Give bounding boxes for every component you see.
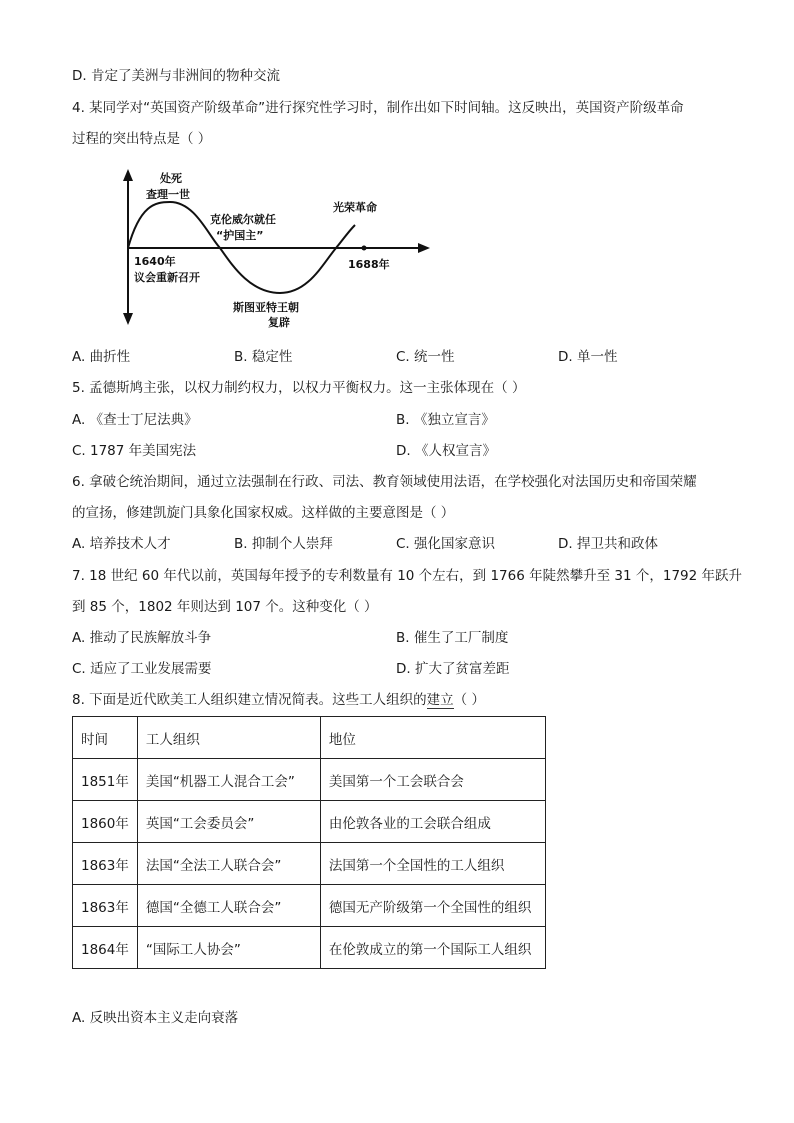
cell-time: 1851年 xyxy=(73,759,138,801)
marker-1688 xyxy=(362,246,367,251)
q4-option-a[interactable]: A. 曲折性 xyxy=(72,349,131,365)
label-execute-2: 查理一世 xyxy=(146,188,190,201)
q7-option-d[interactable]: D. 扩大了贫富差距 xyxy=(396,661,510,677)
cell-organization: 英国“工会委员会” xyxy=(137,801,320,843)
label-1640-event: 议会重新召开 xyxy=(134,271,200,284)
q6-option-b[interactable]: B. 抑制个人崇拜 xyxy=(234,536,333,552)
cell-status: 在伦敦成立的第一个国际工人组织 xyxy=(320,927,545,969)
q4-option-d[interactable]: D. 单一性 xyxy=(558,349,618,365)
label-execute-1: 处死 xyxy=(160,172,182,185)
label-glorious-revolution: 光荣革命 xyxy=(333,201,377,214)
q7-stem-line2: 到 85 个，1802 年则达到 107 个。这种变化（ ） xyxy=(72,599,378,615)
table-row xyxy=(73,801,546,843)
axis-arrow-right xyxy=(418,243,430,253)
table-row xyxy=(73,927,546,969)
q7-option-b[interactable]: B. 催生了工厂制度 xyxy=(396,630,509,646)
label-restoration-2: 复辟 xyxy=(268,316,290,329)
q6-option-d[interactable]: D. 捍卫共和政体 xyxy=(558,536,658,552)
cell-status: 德国无产阶级第一个全国性的组织 xyxy=(320,885,545,927)
cell-time: 1863年 xyxy=(73,885,138,927)
cell-time: 1864年 xyxy=(73,927,138,969)
cell-time: 1860年 xyxy=(73,801,138,843)
q6-option-c[interactable]: C. 强化国家意识 xyxy=(396,536,496,552)
cell-status: 法国第一个全国性的工人组织 xyxy=(320,843,545,885)
header-time: 时间 xyxy=(73,717,138,759)
q8-stem-underlined: 建立 xyxy=(426,692,454,708)
worker-organizations-table xyxy=(72,716,546,969)
q5-option-a[interactable]: A. 《查士丁尼法典》 xyxy=(72,412,198,428)
timeline-figure xyxy=(60,165,440,330)
table-row xyxy=(73,885,546,927)
q8-stem-suffix: （ ） xyxy=(453,692,485,708)
label-cromwell-2: “护国主” xyxy=(216,229,264,242)
q5-option-c[interactable]: C. 1787 年美国宪法 xyxy=(72,443,197,459)
label-1640-year: 1640年 xyxy=(134,255,176,268)
q7-stem-line1: 7. 18 世纪 60 年代以前，英国每年授予的专利数量有 10 个左右，到 1766 年陡然攀升至 31 个，1792 年跃升 xyxy=(72,568,743,584)
table-row xyxy=(73,759,546,801)
cell-organization: “国际工人协会” xyxy=(137,927,320,969)
cell-organization: 美国“机器工人混合工会” xyxy=(137,759,320,801)
cell-organization: 法国“全法工人联合会” xyxy=(137,843,320,885)
q5-stem: 5. 孟德斯鸠主张，以权力制约权力，以权力平衡权力。这一主张体现在（ ） xyxy=(72,380,526,396)
q7-option-a[interactable]: A. 推动了民族解放斗争 xyxy=(72,630,212,646)
table-header-row xyxy=(73,717,546,759)
q5-option-b[interactable]: B. 《独立宣言》 xyxy=(396,412,495,428)
axis-arrow-down xyxy=(123,313,133,325)
q6-stem-line2: 的宣扬，修建凯旋门具象化国家权威。这样做的主要意图是（ ） xyxy=(72,505,455,521)
q8-option-a[interactable]: A. 反映出资本主义走向衰落 xyxy=(72,1010,239,1026)
q7-option-c[interactable]: C. 适应了工业发展需要 xyxy=(72,661,212,677)
q4-stem-line1: 4. 某同学对“英国资产阶级革命”进行探究性学习时，制作出如下时间轴。这反映出，英国资产阶级革命 xyxy=(72,100,684,116)
header-organization: 工人组织 xyxy=(137,717,320,759)
q6-stem-line1: 6. 拿破仑统治期间，通过立法强制在行政、司法、教育领域使用法语，在学校强化对法国历史和帝国荣耀 xyxy=(72,474,697,490)
table-row xyxy=(73,843,546,885)
label-restoration-1: 斯图亚特王朝 xyxy=(233,301,299,314)
label-cromwell-1: 克伦威尔就任 xyxy=(210,213,276,226)
label-1688: 1688年 xyxy=(348,258,390,271)
q3-option-d: D. 肯定了美洲与非洲间的物种交流 xyxy=(72,68,280,84)
q4-option-c[interactable]: C. 统一性 xyxy=(396,349,455,365)
q4-stem-line2: 过程的突出特点是（ ） xyxy=(72,131,212,147)
cell-status: 由伦敦各业的工会联合组成 xyxy=(320,801,545,843)
q4-option-b[interactable]: B. 稳定性 xyxy=(234,349,293,365)
cell-organization: 德国“全德工人联合会” xyxy=(137,885,320,927)
header-status: 地位 xyxy=(320,717,545,759)
cell-time: 1863年 xyxy=(73,843,138,885)
axis-arrow-up xyxy=(123,169,133,181)
q6-option-a[interactable]: A. 培养技术人才 xyxy=(72,536,171,552)
q8-stem xyxy=(72,690,485,710)
q5-option-d[interactable]: D. 《人权宣言》 xyxy=(396,443,496,459)
cell-status: 美国第一个工会联合会 xyxy=(320,759,545,801)
q8-stem-prefix: 8. 下面是近代欧美工人组织建立情况简表。这些工人组织的 xyxy=(72,692,427,708)
